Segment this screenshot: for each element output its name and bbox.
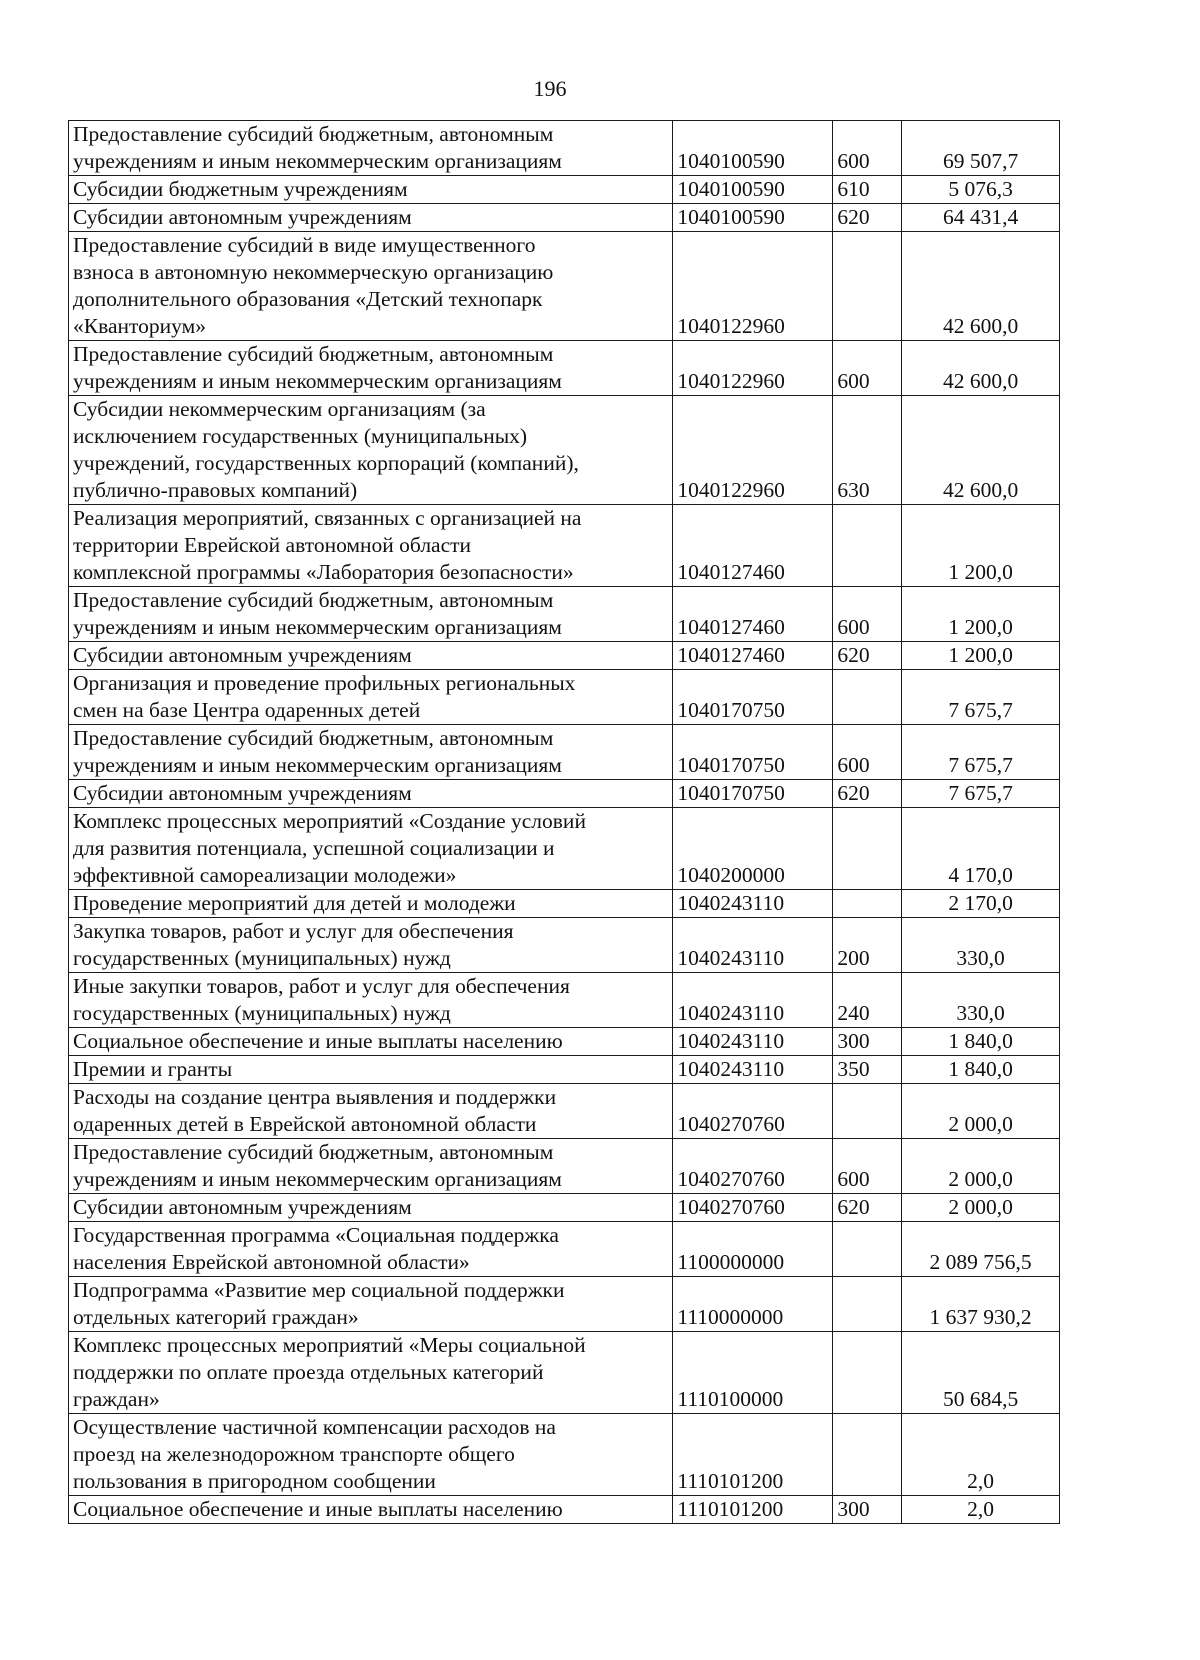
row-amount-cell: 7 675,7 xyxy=(902,725,1060,780)
row-name-cell xyxy=(69,780,673,808)
row-name-line: Субсидии автономным учреждениям xyxy=(73,643,412,667)
row-name-line: Субсидии автономным учреждениям xyxy=(73,781,412,805)
row-name-cell xyxy=(69,1084,673,1139)
row-type-cell: 600 xyxy=(833,725,902,780)
row-type-cell xyxy=(833,808,902,890)
row-name-line: Проведение мероприятий для детей и молодежи xyxy=(73,891,516,915)
row-type-cell: 620 xyxy=(833,1194,902,1222)
row-amount-cell: 7 675,7 xyxy=(902,670,1060,725)
row-type-cell: 300 xyxy=(833,1028,902,1056)
row-name-cell xyxy=(69,670,673,725)
table-row xyxy=(69,670,1060,725)
row-name-line: Предоставление субсидий бюджетным, автономным xyxy=(73,342,554,366)
table-row xyxy=(69,121,1060,176)
row-name-line: пользования в пригородном сообщении xyxy=(73,1469,436,1493)
row-code-cell: 1110101200 xyxy=(673,1496,833,1524)
row-name-cell xyxy=(69,808,673,890)
row-amount-cell: 7 675,7 xyxy=(902,780,1060,808)
row-type-cell: 350 xyxy=(833,1056,902,1084)
row-name-line: Закупка товаров, работ и услуг для обеспечения xyxy=(73,919,514,943)
row-name-cell xyxy=(69,1414,673,1496)
row-type-cell: 600 xyxy=(833,341,902,396)
table-row xyxy=(69,1277,1060,1332)
row-name-cell xyxy=(69,232,673,341)
row-name-line: Предоставление субсидий бюджетным, автономным xyxy=(73,588,554,612)
row-amount-cell: 1 200,0 xyxy=(902,587,1060,642)
table-row xyxy=(69,587,1060,642)
row-name-line: Реализация мероприятий, связанных с организацией на xyxy=(73,506,582,530)
row-name-line: Комплекс процессных мероприятий «Создание условий xyxy=(73,809,586,833)
row-amount-cell: 69 507,7 xyxy=(902,121,1060,176)
row-name-line: исключением государственных (муниципальных) xyxy=(73,424,528,448)
table-row xyxy=(69,1084,1060,1139)
row-name-line: населения Еврейской автономной области» xyxy=(73,1250,470,1274)
row-code-cell: 1040100590 xyxy=(673,176,833,204)
row-type-cell xyxy=(833,1332,902,1414)
table-row xyxy=(69,1414,1060,1496)
row-name-line: Субсидии автономным учреждениям xyxy=(73,1195,412,1219)
row-code-cell: 1040270760 xyxy=(673,1194,833,1222)
row-name-line: учреждениям и иным некоммерческим организациям xyxy=(73,753,562,777)
table-row xyxy=(69,1332,1060,1414)
row-code-cell: 1040100590 xyxy=(673,121,833,176)
row-type-cell: 630 xyxy=(833,396,902,505)
row-type-cell: 200 xyxy=(833,918,902,973)
row-name-line: учреждениям и иным некоммерческим организациям xyxy=(73,149,562,173)
row-code-cell: 1040170750 xyxy=(673,670,833,725)
table-row xyxy=(69,1028,1060,1056)
row-amount-cell: 64 431,4 xyxy=(902,204,1060,232)
row-name-line: территории Еврейской автономной области xyxy=(73,533,472,557)
table-row xyxy=(69,396,1060,505)
row-name-line: Социальное обеспечение и иные выплаты населению xyxy=(73,1029,563,1053)
row-code-cell: 1040100590 xyxy=(673,204,833,232)
table-row xyxy=(69,204,1060,232)
row-name-line: Подпрограмма «Развитие мер социальной поддержки xyxy=(73,1278,565,1302)
table-row xyxy=(69,973,1060,1028)
row-code-cell: 1040170750 xyxy=(673,725,833,780)
row-code-cell: 1040122960 xyxy=(673,341,833,396)
row-name-line: проезд на железнодорожном транспорте общего xyxy=(73,1442,515,1466)
row-name-line: смен на базе Центра одаренных детей xyxy=(73,698,421,722)
row-name-line: граждан» xyxy=(73,1387,160,1411)
row-name-line: эффективной самореализации молодежи» xyxy=(73,863,457,887)
row-amount-cell: 42 600,0 xyxy=(902,396,1060,505)
row-type-cell: 300 xyxy=(833,1496,902,1524)
row-name-cell xyxy=(69,1496,673,1524)
row-amount-cell: 1 840,0 xyxy=(902,1056,1060,1084)
table-row xyxy=(69,505,1060,587)
row-code-cell: 1110101200 xyxy=(673,1414,833,1496)
row-amount-cell: 1 200,0 xyxy=(902,505,1060,587)
row-name-cell xyxy=(69,505,673,587)
row-name-cell xyxy=(69,642,673,670)
row-code-cell: 1040243110 xyxy=(673,918,833,973)
table-row xyxy=(69,1139,1060,1194)
table-row xyxy=(69,1496,1060,1524)
row-name-line: Социальное обеспечение и иные выплаты населению xyxy=(73,1497,563,1521)
row-amount-cell: 1 637 930,2 xyxy=(902,1277,1060,1332)
row-name-line: публично-правовых компаний) xyxy=(73,478,358,502)
row-type-cell xyxy=(833,1222,902,1277)
row-type-cell xyxy=(833,1277,902,1332)
row-name-cell xyxy=(69,1332,673,1414)
row-name-cell xyxy=(69,176,673,204)
row-amount-cell: 4 170,0 xyxy=(902,808,1060,890)
table-row xyxy=(69,1194,1060,1222)
row-name-line: «Кванториум» xyxy=(73,314,206,338)
row-name-cell xyxy=(69,1222,673,1277)
row-name-line: Предоставление субсидий в виде имущественного xyxy=(73,233,536,257)
row-amount-cell: 1 200,0 xyxy=(902,642,1060,670)
row-name-line: поддержки по оплате проезда отдельных категорий xyxy=(73,1360,544,1384)
row-name-line: Субсидии некоммерческим организациям (за xyxy=(73,397,486,421)
budget-table xyxy=(68,120,1060,1524)
row-name-line: Осуществление частичной компенсации расходов на xyxy=(73,1415,556,1439)
row-code-cell: 1040270760 xyxy=(673,1084,833,1139)
row-name-cell xyxy=(69,890,673,918)
table-row xyxy=(69,1056,1060,1084)
row-type-cell: 600 xyxy=(833,587,902,642)
row-name-line: одаренных детей в Еврейской автономной области xyxy=(73,1112,537,1136)
row-type-cell: 240 xyxy=(833,973,902,1028)
row-name-line: Субсидии бюджетным учреждениям xyxy=(73,177,408,201)
table-row xyxy=(69,176,1060,204)
row-name-line: Иные закупки товаров, работ и услуг для обеспечения xyxy=(73,974,570,998)
row-name-cell xyxy=(69,341,673,396)
row-code-cell: 1040243110 xyxy=(673,890,833,918)
row-name-cell xyxy=(69,918,673,973)
row-type-cell xyxy=(833,1084,902,1139)
row-type-cell xyxy=(833,232,902,341)
row-amount-cell: 2,0 xyxy=(902,1496,1060,1524)
row-amount-cell: 2 089 756,5 xyxy=(902,1222,1060,1277)
row-type-cell: 600 xyxy=(833,121,902,176)
row-name-line: учреждениям и иным некоммерческим организациям xyxy=(73,369,562,393)
row-name-line: Государственная программа «Социальная поддержка xyxy=(73,1223,559,1247)
row-name-line: комплексной программы «Лаборатория безопасности» xyxy=(73,560,574,584)
row-name-line: учреждениям и иным некоммерческим организациям xyxy=(73,1167,562,1191)
row-name-cell xyxy=(69,587,673,642)
row-amount-cell: 1 840,0 xyxy=(902,1028,1060,1056)
table-row xyxy=(69,642,1060,670)
row-amount-cell: 2 170,0 xyxy=(902,890,1060,918)
row-name-line: Предоставление субсидий бюджетным, автономным xyxy=(73,122,554,146)
row-code-cell: 1110000000 xyxy=(673,1277,833,1332)
row-name-cell xyxy=(69,1194,673,1222)
row-amount-cell: 2 000,0 xyxy=(902,1194,1060,1222)
row-code-cell: 1040127460 xyxy=(673,587,833,642)
table-row xyxy=(69,1222,1060,1277)
table-row xyxy=(69,725,1060,780)
table-row xyxy=(69,780,1060,808)
row-amount-cell: 2,0 xyxy=(902,1414,1060,1496)
row-name-line: Субсидии автономным учреждениям xyxy=(73,205,412,229)
row-name-line: учреждений, государственных корпораций (компаний), xyxy=(73,451,579,475)
row-name-line: Комплекс процессных мероприятий «Меры социальной xyxy=(73,1333,586,1357)
row-amount-cell: 42 600,0 xyxy=(902,341,1060,396)
row-code-cell: 1040127460 xyxy=(673,642,833,670)
row-code-cell: 1040122960 xyxy=(673,396,833,505)
budget-table-body xyxy=(69,121,1060,1524)
row-amount-cell: 2 000,0 xyxy=(902,1084,1060,1139)
row-name-cell xyxy=(69,725,673,780)
row-name-line: для развития потенциала, успешной социализации и xyxy=(73,836,555,860)
row-name-line: взноса в автономную некоммерческую организацию xyxy=(73,260,554,284)
row-type-cell: 600 xyxy=(833,1139,902,1194)
row-name-cell xyxy=(69,396,673,505)
row-name-line: дополнительного образования «Детский технопарк xyxy=(73,287,543,311)
row-amount-cell: 330,0 xyxy=(902,973,1060,1028)
row-name-line: государственных (муниципальных) нужд xyxy=(73,946,451,970)
table-row xyxy=(69,918,1060,973)
row-code-cell: 1040243110 xyxy=(673,1056,833,1084)
row-code-cell: 1040243110 xyxy=(673,1028,833,1056)
row-name-line: Организация и проведение профильных региональных xyxy=(73,671,576,695)
row-name-line: государственных (муниципальных) нужд xyxy=(73,1001,451,1025)
row-name-line: Предоставление субсидий бюджетным, автономным xyxy=(73,726,554,750)
row-type-cell: 620 xyxy=(833,204,902,232)
row-amount-cell: 2 000,0 xyxy=(902,1139,1060,1194)
table-row xyxy=(69,808,1060,890)
row-name-line: учреждениям и иным некоммерческим организациям xyxy=(73,615,562,639)
table-row xyxy=(69,341,1060,396)
row-name-line: Предоставление субсидий бюджетным, автономным xyxy=(73,1140,554,1164)
row-name-cell xyxy=(69,1139,673,1194)
row-code-cell: 1100000000 xyxy=(673,1222,833,1277)
row-name-line: Премии и гранты xyxy=(73,1057,233,1081)
row-name-cell xyxy=(69,1028,673,1056)
row-name-cell xyxy=(69,1277,673,1332)
row-type-cell xyxy=(833,890,902,918)
row-code-cell: 1040170750 xyxy=(673,780,833,808)
row-code-cell: 1040243110 xyxy=(673,973,833,1028)
row-type-cell: 620 xyxy=(833,780,902,808)
row-code-cell: 1110100000 xyxy=(673,1332,833,1414)
row-name-cell xyxy=(69,204,673,232)
row-type-cell: 620 xyxy=(833,642,902,670)
row-name-line: отдельных категорий граждан» xyxy=(73,1305,359,1329)
row-amount-cell: 42 600,0 xyxy=(902,232,1060,341)
row-code-cell: 1040122960 xyxy=(673,232,833,341)
row-type-cell xyxy=(833,505,902,587)
row-name-cell xyxy=(69,1056,673,1084)
row-code-cell: 1040270760 xyxy=(673,1139,833,1194)
row-type-cell xyxy=(833,1414,902,1496)
row-amount-cell: 50 684,5 xyxy=(902,1332,1060,1414)
table-row xyxy=(69,890,1060,918)
row-code-cell: 1040127460 xyxy=(673,505,833,587)
row-type-cell xyxy=(833,670,902,725)
table-row xyxy=(69,232,1060,341)
row-name-line: Расходы на создание центра выявления и поддержки xyxy=(73,1085,557,1109)
row-name-cell xyxy=(69,121,673,176)
row-type-cell: 610 xyxy=(833,176,902,204)
row-amount-cell: 330,0 xyxy=(902,918,1060,973)
row-code-cell: 1040200000 xyxy=(673,808,833,890)
row-name-cell xyxy=(69,973,673,1028)
page-number: 196 xyxy=(533,76,567,101)
row-amount-cell: 5 076,3 xyxy=(902,176,1060,204)
